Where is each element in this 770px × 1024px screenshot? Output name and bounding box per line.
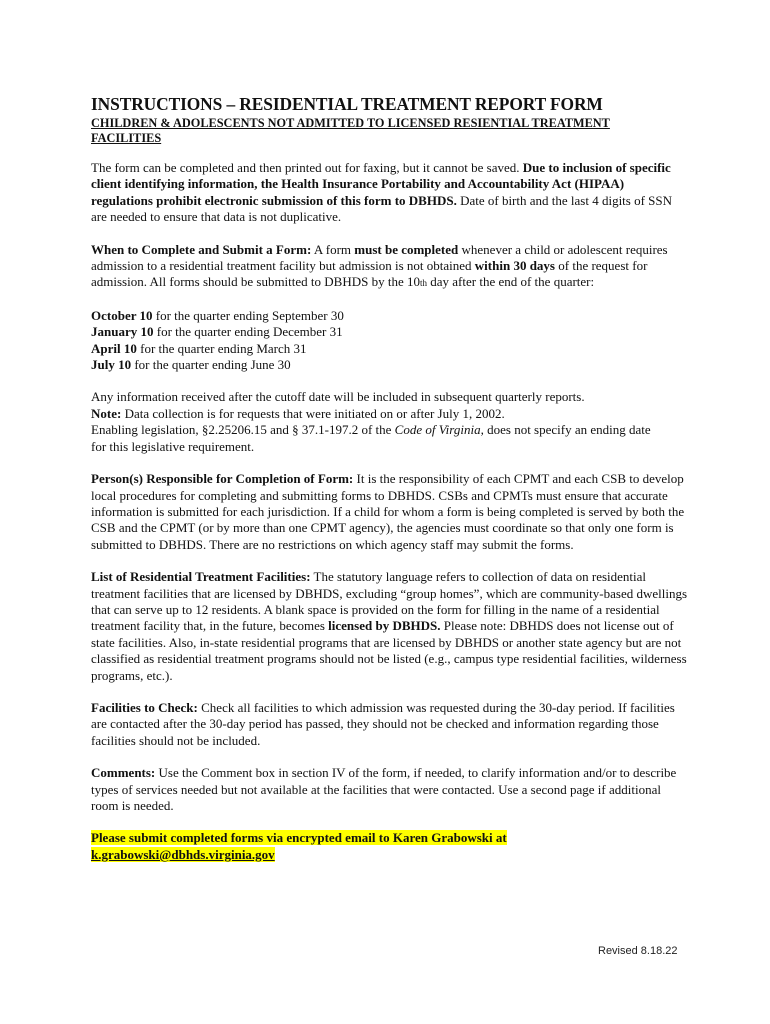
deadline-item: April 10 for the quarter ending March 31 (91, 340, 307, 356)
page-subtitle: CHILDREN & ADOLESCENTS NOT ADMITTED TO LICENSED RESIENTIAL TREATMENT FACILITIES (91, 116, 610, 145)
facilities-heading: Facilities to Check: (91, 699, 198, 715)
persons-responsible-paragraph: Person(s) Responsible for Completion of Form: It is the responsibility of each CPMT and each CSB to develop local procedures for completing and submitting forms to DBHDS. CSBs and CPMTs must ensure that accurate information is submitted for each jurisdiction. If a child for whom a form is being completed is served by both the CSB and the CPMT (or by more than one CPMT agency), the agencies must coordinate so that only one form is submitted to DBHDS. There are no restrictions on which agency staff may submit the forms. (91, 471, 685, 552)
deadline-item: October 10 for the quarter ending September 30 (91, 307, 344, 323)
cutoff-paragraph: Any information received after the cutoff date will be included in subsequent quarterly reports. Note: Data collection is for requests that were initiated on or after July 1, 2002. Enabling legislation, §2.25206.15 and § 37.1-197.2 of the Code of Virginia, does not specify an ending date for this legislative requirement. (91, 389, 651, 454)
page-title: INSTRUCTIONS – RESIDENTIAL TREATMENT REPORT FORM (91, 94, 603, 114)
facility-list-paragraph: List of Residential Treatment Facilities: The statutory language refers to collection of data on residential treatment facilities that are licensed by DBHDS, excluding “group homes”, which are community-based dwellings that can serve up to 12 residents. A blank space is provided on the form for filling in the name of a residential treatment facility that, in the future, becomes licensed by DBHDS. Please note: DBHDS does not license out of state facilities. Also, in-state residential programs that are licensed by DBHDS or another state agency but are not classified as residential treatment programs should not be listed (e.g., campus type residential facilities, wilderness programs, etc.). (91, 569, 688, 683)
note-label: Note: (91, 405, 122, 421)
deadline-item: July 10 for the quarter ending June 30 (91, 357, 291, 373)
when-heading: When to Complete and Submit a Form: (91, 241, 312, 257)
revision-date: Revised 8.18.22 (598, 945, 678, 957)
email-link[interactable]: k.grabowski@dbhds.virginia.gov (91, 846, 275, 862)
document-content (91, 94, 689, 863)
intro-paragraph: The form can be completed and then printed out for faxing, but it cannot be saved. Due to inclusion of specific client identifying information, the Health Insurance Portability and Accountability Act (HIPAA) regulations prohibit electronic submission of this form to DBHDS. Date of birth and the last 4 digits of SSN are needed to ensure that data is not duplicative. (91, 160, 673, 225)
submit-text: Please submit completed forms via encrypted email to Karen Grabowski at (91, 830, 507, 846)
comments-heading: Comments: (91, 765, 156, 781)
comments-paragraph: Comments: Use the Comment box in section IV of the form, if needed, to clarify information and/or to describe types of services needed but not available at the facilities that were contacted. Use a second page if additional room is needed. (91, 765, 677, 813)
submit-instructions (91, 830, 689, 863)
persons-heading: Person(s) Responsible for Completion of Form: (91, 471, 354, 487)
when-to-submit-paragraph: When to Complete and Submit a Form: A form must be completed whenever a child or adolescent requires admission to a residential treatment facility but admission is not obtained within 30 days of the request for admission. All forms should be submitted to DBHDS by the 10th day after the end of the quarter: (91, 241, 668, 290)
deadline-list (91, 308, 689, 374)
facilities-to-check-paragraph: Facilities to Check: Check all facilities to which admission was requested during the 30-day period. If facilities are contacted after the 30-day period has passed, they should not be checked and information regarding those facilities should not be included. (91, 699, 675, 748)
list-heading: List of Residential Treatment Facilities: (91, 569, 311, 585)
deadline-item: January 10 for the quarter ending December 31 (91, 324, 343, 340)
